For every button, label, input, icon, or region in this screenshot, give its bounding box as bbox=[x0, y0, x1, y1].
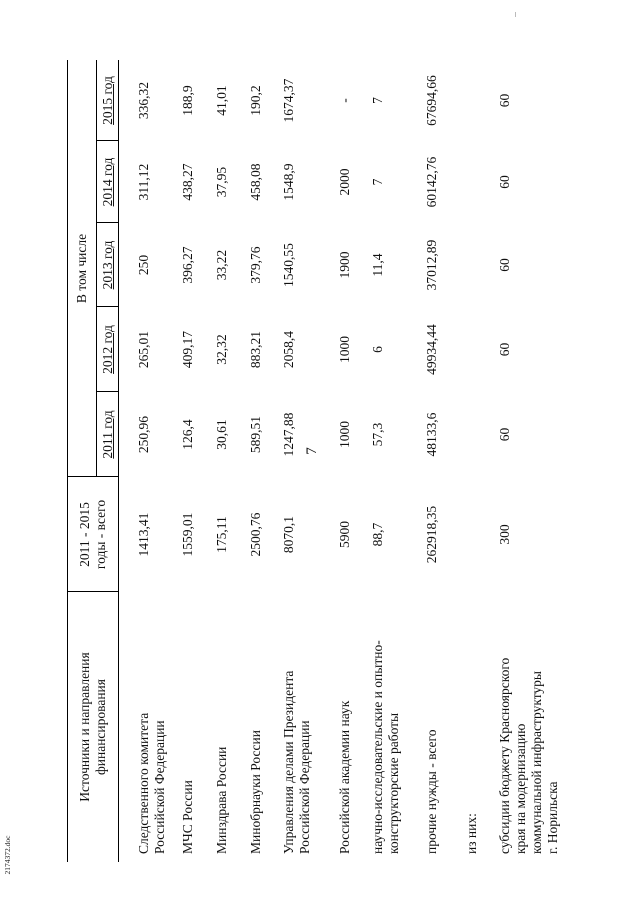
header-including: В том числе bbox=[74, 233, 89, 304]
cell-2012: 60 bbox=[497, 342, 512, 357]
cell-2012: 409,17 bbox=[180, 330, 195, 369]
cell-2011: 589,51 bbox=[248, 415, 263, 454]
cell-2013: 1540,55 bbox=[281, 243, 296, 287]
row-label-other-needs-total: прочие нужды - всего bbox=[424, 729, 439, 854]
row-label-investigative-committee: Следственного комитета Российской Федерации bbox=[136, 712, 167, 854]
header-total: 2011 - 2015 годы - всего bbox=[76, 499, 108, 570]
cell-total: 175,11 bbox=[214, 516, 229, 553]
cell-2011: 60 bbox=[497, 427, 512, 442]
row-label-minobrnauki: Минобрнауки России bbox=[248, 730, 263, 854]
cell-2012: 6 bbox=[370, 346, 385, 353]
cell-2015: 336,32 bbox=[136, 81, 151, 120]
cell-2012: 1000 bbox=[337, 336, 352, 363]
cell-total: 5900 bbox=[337, 521, 352, 548]
cell-2015: 1674,37 bbox=[281, 78, 296, 123]
cell-2013: 1900 bbox=[337, 251, 352, 279]
scan-mark bbox=[515, 12, 516, 17]
row-label-norilsk-subsidy: субсидии бюджету Красноярского края на модернизацию коммунальной инфраструктуры г. Норильска bbox=[497, 657, 560, 854]
cell-2015: 41,01 bbox=[214, 85, 229, 116]
header-year-2015: 2015 год bbox=[100, 76, 115, 125]
cell-2015: 60 bbox=[497, 93, 512, 108]
cell-2014: 60142,76 bbox=[424, 156, 439, 208]
row-label-of-which: из них: bbox=[464, 813, 479, 854]
header-year-2011: 2011 год bbox=[100, 410, 115, 459]
cell-2015: 7 bbox=[370, 97, 385, 104]
cell-2012: 32,32 bbox=[214, 334, 229, 365]
cell-2012: 883,21 bbox=[248, 330, 263, 369]
cell-total: 88,7 bbox=[370, 522, 385, 547]
cell-total: 1413,41 bbox=[136, 512, 151, 557]
row-label-emercom: МЧС России bbox=[180, 780, 195, 854]
cell-2013: 379,76 bbox=[248, 246, 263, 284]
header-source: Источники и направления финансирования bbox=[76, 652, 108, 802]
cell-2011: 48133,6 bbox=[424, 412, 439, 457]
cell-2013: 396,27 bbox=[180, 246, 195, 284]
cell-2014: 458,08 bbox=[248, 163, 263, 201]
cell-2013: 250 bbox=[136, 254, 151, 276]
header-year-2014: 2014 год bbox=[100, 157, 115, 207]
cell-2013: 11,4 bbox=[370, 253, 385, 277]
header-year-2012: 2012 год bbox=[100, 325, 115, 374]
cell-2013: 60 bbox=[497, 258, 512, 272]
cell-2014: 60 bbox=[497, 175, 512, 189]
cell-2015: 188,9 bbox=[180, 85, 195, 116]
row-label-research-development: научно-исследовательские и опытно- конструкторские работы bbox=[370, 640, 401, 854]
page-number: 7 bbox=[304, 447, 320, 455]
cell-total: 262918,35 bbox=[424, 505, 439, 564]
document-footer-code: 2174372.doc bbox=[3, 835, 12, 875]
cell-2013: 33,22 bbox=[214, 249, 229, 281]
cell-2012: 2058,4 bbox=[281, 330, 296, 369]
cell-2011: 250,96 bbox=[136, 415, 151, 454]
year-header-rule bbox=[96, 60, 97, 477]
row-label-academy-of-sciences: Российской академии наук bbox=[337, 700, 352, 854]
cell-2014: 2000 bbox=[337, 168, 352, 196]
cell-2011: 57,3 bbox=[370, 422, 385, 447]
cell-2014: 37,95 bbox=[214, 166, 229, 198]
cell-total: 300 bbox=[497, 524, 512, 545]
cell-total: 8070,1 bbox=[281, 515, 296, 554]
cell-2013: 37012,89 bbox=[424, 239, 439, 291]
cell-2014: 1548,9 bbox=[281, 163, 296, 201]
cell-2011: 1000 bbox=[337, 421, 352, 448]
rotated-page-content bbox=[67, 60, 560, 862]
header-bottom-rule bbox=[118, 60, 119, 862]
cell-2015: 190,2 bbox=[248, 85, 263, 116]
cell-total: 2500,76 bbox=[248, 512, 263, 557]
cell-2011: 30,61 bbox=[214, 419, 229, 450]
header-year-2013: 2013 год bbox=[100, 240, 115, 290]
cell-2015: - bbox=[337, 98, 352, 103]
cell-2015: 67694,66 bbox=[424, 75, 439, 126]
row-label-presidential-affairs: Управления делами Президента Российской Федерации bbox=[281, 670, 312, 854]
cell-total: 1559,01 bbox=[180, 512, 195, 557]
cell-2011: 126,4 bbox=[180, 419, 195, 450]
cell-2014: 438,27 bbox=[180, 163, 195, 201]
funding-table bbox=[67, 60, 560, 862]
cell-2014: 311,12 bbox=[136, 163, 151, 201]
cell-2012: 265,01 bbox=[136, 330, 151, 369]
row-label-minzdrav: Минздрава России bbox=[214, 746, 229, 854]
cell-2012: 49934,44 bbox=[424, 324, 439, 375]
cell-2014: 7 bbox=[370, 178, 385, 186]
cell-2011: 1247,88 bbox=[281, 412, 296, 457]
